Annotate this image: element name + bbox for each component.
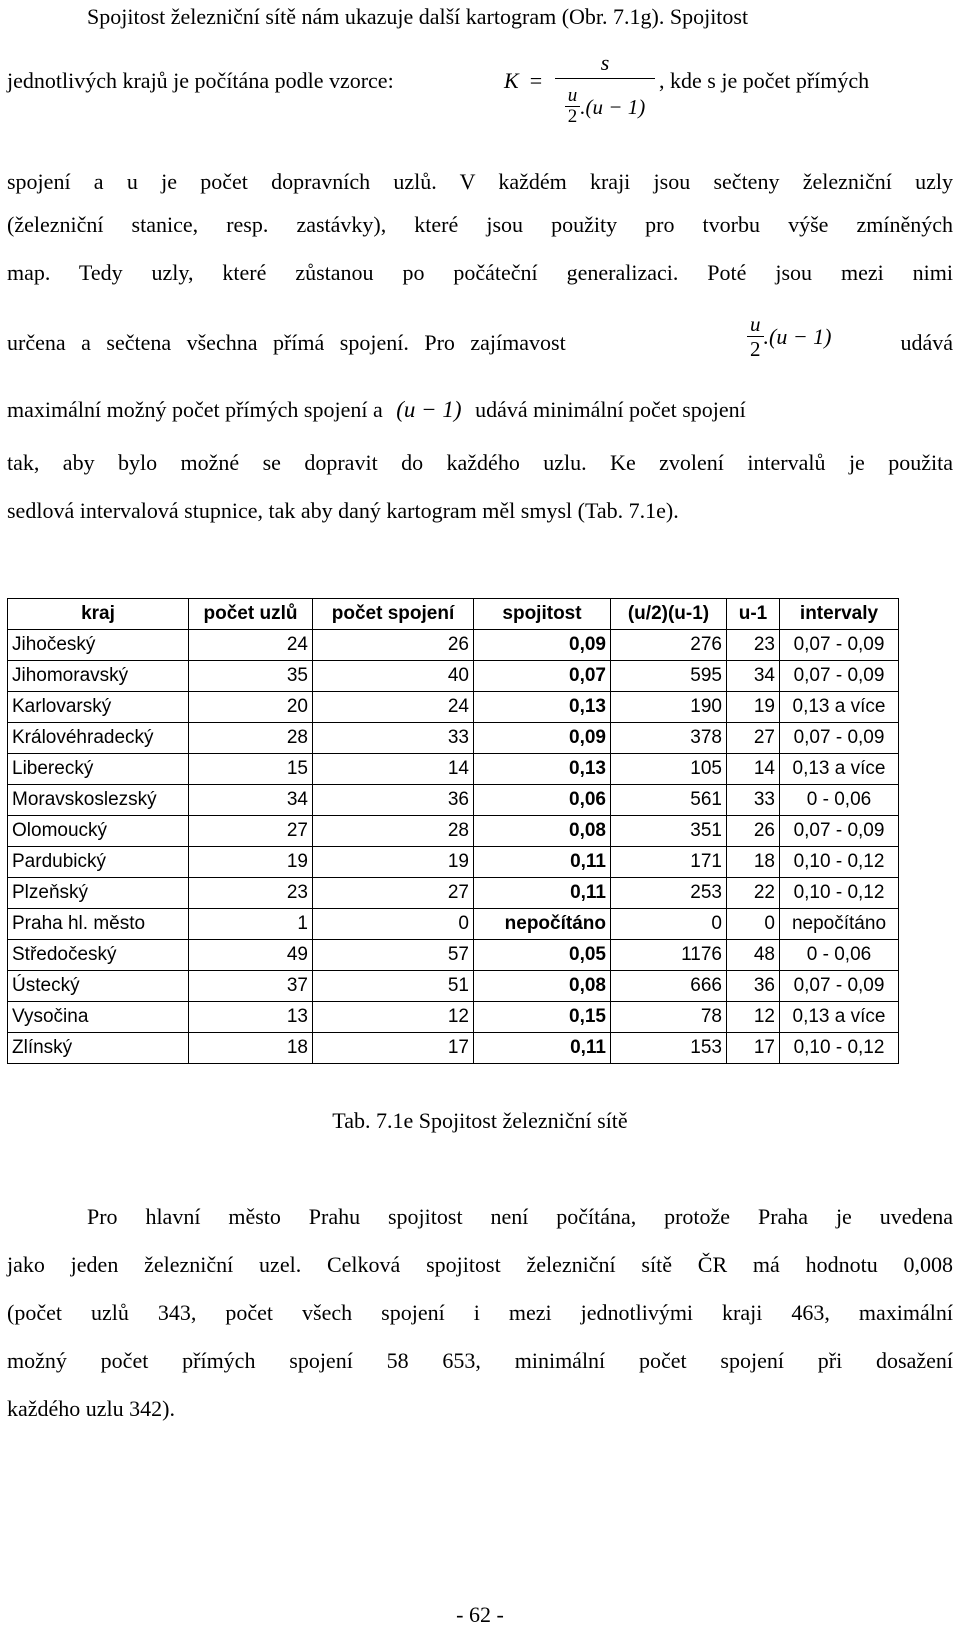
table-cell: 34 (189, 785, 313, 816)
text-line (7, 1346, 953, 1376)
table-row (8, 723, 899, 754)
table-cell: 33 (727, 785, 780, 816)
column-header: počet uzlů (189, 599, 313, 630)
table-cell: Moravskoslezský (8, 785, 189, 816)
table-cell: 0,08 (474, 816, 611, 847)
text-line (7, 395, 953, 425)
table-cell: 561 (611, 785, 727, 816)
column-header: spojitost (474, 599, 611, 630)
fraction-denominator: 2 (750, 337, 761, 361)
table-cell: Karlovarský (8, 692, 189, 723)
table-cell: 190 (611, 692, 727, 723)
table-cell: 0,10 - 0,12 (780, 878, 899, 909)
table-cell: 19 (313, 847, 474, 878)
table-cell: 35 (189, 661, 313, 692)
text: Spojitost železniční sítě nám ukazuje další kartogram (Obr. 7.1g). Spojitost (87, 4, 749, 29)
table-cell: 19 (727, 692, 780, 723)
table-cell: 0,13 (474, 692, 611, 723)
table-cell: 0 - 0,06 (780, 940, 899, 971)
table-cell: 0 (313, 909, 474, 940)
table-cell: 36 (727, 971, 780, 1002)
text: spojení a u je počet dopravních uzlů. V každém kraji jsou sečteny železniční uzly (7, 169, 953, 194)
fraction-numerator: u (747, 312, 764, 337)
fraction-bar (555, 78, 655, 79)
text: Pro hlavní město Prahu spojitost není počítána, protože Praha je uvedena (87, 1204, 953, 1229)
table-row (8, 971, 899, 1002)
table-row (8, 1002, 899, 1033)
text: (počet uzlů 343, počet všech spojení i mezi jednotlivými kraji 463, maximální (7, 1300, 953, 1325)
table-cell: 23 (189, 878, 313, 909)
table-row (8, 816, 899, 847)
text: jednotlivých krajů je počítána podle vzorce: (7, 68, 394, 93)
table-row (8, 692, 899, 723)
table-cell: 34 (727, 661, 780, 692)
text: udává minimální počet spojení (475, 397, 746, 422)
column-header: u-1 (727, 599, 780, 630)
table-cell: nepočítáno (780, 909, 899, 940)
table-row (8, 940, 899, 971)
text-line (7, 258, 953, 288)
table-cell: 14 (313, 754, 474, 785)
inline-fraction (747, 312, 832, 361)
math-expression: (u − 1) (396, 397, 462, 422)
table-cell: 37 (189, 971, 313, 1002)
table-cell: 0,07 - 0,09 (780, 816, 899, 847)
page-number: - 62 - (456, 1602, 504, 1627)
table-cell: 0,05 (474, 940, 611, 971)
small-fraction (747, 312, 764, 361)
table-cell: nepočítáno (474, 909, 611, 940)
text: tak, aby bylo možné se dopravit do každého uzlu. Ke zvolení intervalů je použita (7, 450, 953, 475)
table-cell: 0,07 - 0,09 (780, 661, 899, 692)
data-table (7, 598, 899, 1064)
text-line (7, 210, 953, 240)
table-cell: 49 (189, 940, 313, 971)
table-cell: 14 (727, 754, 780, 785)
table-cell: 595 (611, 661, 727, 692)
table-cell: 0,10 - 0,12 (780, 847, 899, 878)
text-line (7, 1250, 953, 1280)
table-cell: 153 (611, 1033, 727, 1064)
table-cell: 351 (611, 816, 727, 847)
table-cell: Liberecký (8, 754, 189, 785)
table-cell: 0,13 a více (780, 1002, 899, 1033)
fraction-numerator: u (565, 86, 581, 107)
fraction-denominator (565, 86, 645, 127)
table-cell: 0,07 - 0,09 (780, 630, 899, 661)
fraction-denominator: 2 (567, 106, 578, 127)
table-cell: 0,15 (474, 1002, 611, 1033)
table-cell: 0,07 - 0,09 (780, 971, 899, 1002)
table-cell: 28 (313, 816, 474, 847)
table-cell: 40 (313, 661, 474, 692)
table-cell: 33 (313, 723, 474, 754)
table-cell: 0 (611, 909, 727, 940)
text: určena a sečtena všechna přímá spojení. Pro zajímavost (7, 330, 566, 355)
table-cell: Plzeňský (8, 878, 189, 909)
table-row (8, 1033, 899, 1064)
table-cell: 0,07 (474, 661, 611, 692)
table-cell: 12 (727, 1002, 780, 1033)
table-cell: 18 (727, 847, 780, 878)
table-row (8, 630, 899, 661)
table-cell: 48 (727, 940, 780, 971)
table-cell: 57 (313, 940, 474, 971)
table-cell: Jihočeský (8, 630, 189, 661)
text-line (7, 448, 953, 478)
column-header: kraj (8, 599, 189, 630)
table-cell: 15 (189, 754, 313, 785)
table-cell: 0,11 (474, 847, 611, 878)
table-cell: 276 (611, 630, 727, 661)
text-line (7, 1202, 953, 1232)
text: udává (900, 330, 953, 355)
table-cell: 666 (611, 971, 727, 1002)
table-row (8, 847, 899, 878)
math-expression: .(u − 1) (763, 323, 832, 349)
table-cell: 13 (189, 1002, 313, 1033)
table-cell: 0,08 (474, 971, 611, 1002)
table-cell: 28 (189, 723, 313, 754)
table-cell: 18 (189, 1033, 313, 1064)
math-symbol: K (504, 68, 519, 93)
table-cell: 36 (313, 785, 474, 816)
formula-line (7, 50, 953, 140)
math-expression: .(u − 1) (580, 94, 646, 119)
table-cell: 253 (611, 878, 727, 909)
table-cell: 0 (727, 909, 780, 940)
text: možný počet přímých spojení 58 653, minimální počet spojení při dosažení (7, 1348, 953, 1373)
table-row (8, 754, 899, 785)
text-line (7, 496, 953, 526)
table-body (8, 630, 899, 1064)
table-row (8, 909, 899, 940)
table-cell: 27 (313, 878, 474, 909)
table-cell: 0,11 (474, 878, 611, 909)
table-row (8, 785, 899, 816)
table-cell: Olomoucký (8, 816, 189, 847)
table-cell: Praha hl. město (8, 909, 189, 940)
text-line (7, 167, 953, 197)
text: map. Tedy uzly, které zůstanou po počáteční generalizaci. Poté jsou mezi nimi (7, 260, 953, 285)
table-cell: 1176 (611, 940, 727, 971)
table-cell: 26 (727, 816, 780, 847)
table-cell: 17 (727, 1033, 780, 1064)
text: maximální možný počet přímých spojení a (7, 397, 383, 422)
table-cell: Zlínský (8, 1033, 189, 1064)
text: jako jeden železniční uzel. Celková spojitost železniční sítě ČR má hodnotu 0,008 (7, 1252, 953, 1277)
column-header: (u/2)(u-1) (611, 599, 727, 630)
formula-k (504, 66, 542, 96)
table-cell: 27 (189, 816, 313, 847)
small-fraction (565, 86, 581, 127)
table-cell: Středočeský (8, 940, 189, 971)
text: (železniční stanice, resp. zastávky), které jsou použity pro tvorbu výše zmíněných (7, 212, 953, 237)
table-cell: 78 (611, 1002, 727, 1033)
text: sedlová intervalová stupnice, tak aby daný kartogram měl smysl (Tab. 7.1e). (7, 498, 679, 523)
text: každého uzlu 342). (7, 1396, 175, 1421)
math-symbol: = (529, 68, 543, 93)
text-line (7, 312, 953, 372)
table-cell: 0,06 (474, 785, 611, 816)
table-cell: 17 (313, 1033, 474, 1064)
table-cell: 171 (611, 847, 727, 878)
table-cell: Ústecký (8, 971, 189, 1002)
column-header: intervaly (780, 599, 899, 630)
table-cell: 22 (727, 878, 780, 909)
table-cell: 23 (727, 630, 780, 661)
table-cell: 1 (189, 909, 313, 940)
table-cell: 0,09 (474, 630, 611, 661)
table-cell: Jihomoravský (8, 661, 189, 692)
table-cell: 27 (727, 723, 780, 754)
text: , kde s je počet přímých (659, 68, 870, 93)
table-cell: 0 - 0,06 (780, 785, 899, 816)
table-cell: 24 (189, 630, 313, 661)
table-cell: 24 (313, 692, 474, 723)
table-cell: Královéhradecký (8, 723, 189, 754)
table-cell: 0,13 a více (780, 692, 899, 723)
table-cell: 26 (313, 630, 474, 661)
table-cell: Vysočina (8, 1002, 189, 1033)
table-cell: 19 (189, 847, 313, 878)
table-cell: 0,11 (474, 1033, 611, 1064)
table-cell: 0,07 - 0,09 (780, 723, 899, 754)
table-cell: 20 (189, 692, 313, 723)
table-cell: 0,13 (474, 754, 611, 785)
table-cell: 0,13 a více (780, 754, 899, 785)
text-line (7, 1394, 953, 1424)
table-cell: 0,09 (474, 723, 611, 754)
formula-fraction (555, 50, 655, 127)
table-row (8, 661, 899, 692)
text-line (7, 1298, 953, 1328)
table-cell: 12 (313, 1002, 474, 1033)
column-header: počet spojení (313, 599, 474, 630)
table-row (8, 878, 899, 909)
table-cell: 105 (611, 754, 727, 785)
table-cell: 51 (313, 971, 474, 1002)
table-cell: 378 (611, 723, 727, 754)
table-cell: 0,10 - 0,12 (780, 1033, 899, 1064)
table-caption: Tab. 7.1e Spojitost železniční sítě (332, 1108, 628, 1133)
text-line (7, 2, 953, 32)
table-header-row (8, 599, 899, 630)
fraction-numerator: s (600, 50, 610, 75)
table-cell: Pardubický (8, 847, 189, 878)
